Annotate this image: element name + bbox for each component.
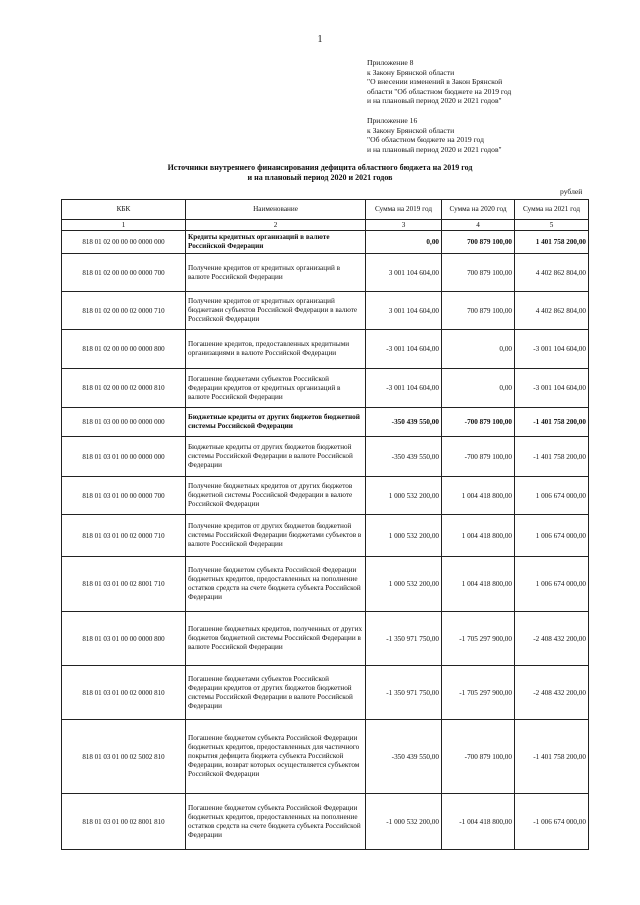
appendix-line: Приложение 16 <box>367 116 418 125</box>
amount-2021-cell: -3 001 104 604,00 <box>515 369 589 408</box>
name-cell: Бюджетные кредиты от других бюджетов бюджетной системы Российской Федерации в валюте Российской Федерации <box>186 437 366 477</box>
kbk-cell: 818 01 02 00 00 02 0000 810 <box>62 369 186 408</box>
title-line-1: Источники внутреннего финансирования дефицита областного бюджета на 2019 год <box>167 163 473 172</box>
amount-2019-cell: 0,00 <box>366 231 442 254</box>
amount-2019-cell: 1 000 532 200,00 <box>366 477 442 515</box>
amount-2020-cell: 700 879 100,00 <box>442 292 515 330</box>
amount-2020-cell: 1 004 418 800,00 <box>442 515 515 557</box>
table-row <box>62 231 589 254</box>
financing-sources-table <box>61 199 589 850</box>
amount-2020-cell: -1 705 297 900,00 <box>442 612 515 666</box>
index-cell: 3 <box>366 220 442 231</box>
name-cell: Получение кредитов от кредитных организаций бюджетами субъектов Российской Федерации в валюте Российской Федерации <box>186 292 366 330</box>
header-2020: Сумма на 2020 год <box>442 200 515 220</box>
amount-2019-cell: -1 000 532 200,00 <box>366 794 442 850</box>
amount-2019-cell: -350 439 550,00 <box>366 720 442 794</box>
appendix-16-header <box>367 116 502 154</box>
amount-2019-cell: 3 001 104 604,00 <box>366 254 442 292</box>
amount-2021-cell: -2 408 432 200,00 <box>515 666 589 720</box>
amount-2021-cell: 1 006 674 000,00 <box>515 477 589 515</box>
amount-2021-cell: -1 006 674 000,00 <box>515 794 589 850</box>
amount-2019-cell: -1 350 971 750,00 <box>366 612 442 666</box>
amount-2019-cell: -350 439 550,00 <box>366 408 442 437</box>
appendix-line: Приложение 8 <box>367 58 414 67</box>
kbk-cell: 818 01 02 00 00 02 0000 710 <box>62 292 186 330</box>
amount-2021-cell: -1 401 758 200,00 <box>515 437 589 477</box>
table-row <box>62 330 589 369</box>
amount-2020-cell: 1 004 418 800,00 <box>442 477 515 515</box>
amount-2019-cell: -3 001 104 604,00 <box>366 369 442 408</box>
name-cell: Погашение бюджетами субъектов Российской Федерации кредитов от других бюджетов бюджетной системы Российской Федерации в валюте Российской Федерации <box>186 666 366 720</box>
appendix-8-header <box>367 58 511 106</box>
amount-2021-cell: -1 401 758 200,00 <box>515 720 589 794</box>
appendix-line: "Об областном бюджете на 2019 год <box>367 135 484 145</box>
appendix-line: к Закону Брянской области <box>367 67 455 77</box>
kbk-cell: 818 01 03 01 00 00 0000 000 <box>62 437 186 477</box>
header-kbk: КБК <box>62 200 186 220</box>
amount-2019-cell: -3 001 104 604,00 <box>366 330 442 369</box>
amount-2020-cell: 700 879 100,00 <box>442 254 515 292</box>
name-cell: Погашение бюджетных кредитов, полученных от других бюджетов бюджетной системы Российской Федерации в валюте Российской Федерации <box>186 612 366 666</box>
name-cell: Получение бюджетных кредитов от других бюджетов бюджетной системы Российской Федерации в валюте Российской Федерации <box>186 477 366 515</box>
amount-2020-cell: 1 004 418 800,00 <box>442 557 515 612</box>
amount-2020-cell: -700 879 100,00 <box>442 408 515 437</box>
table-row <box>62 612 589 666</box>
amount-2020-cell: 0,00 <box>442 369 515 408</box>
kbk-cell: 818 01 03 01 00 02 0000 810 <box>62 666 186 720</box>
index-cell: 5 <box>515 220 589 231</box>
appendix-line: к Закону Брянской области <box>367 125 455 135</box>
kbk-cell: 818 01 03 01 00 00 0000 800 <box>62 612 186 666</box>
appendix-line: "О внесении изменений в Закон Брянской <box>367 77 503 87</box>
table-row <box>62 254 589 292</box>
amount-2021-cell: -1 401 758 200,00 <box>515 408 589 437</box>
appendix-line: и на плановый период 2020 и 2021 годов" <box>367 96 502 106</box>
amount-2020-cell: -1 004 418 800,00 <box>442 794 515 850</box>
kbk-cell: 818 01 03 00 00 00 0000 000 <box>62 408 186 437</box>
kbk-cell: 818 01 03 01 00 02 8001 710 <box>62 557 186 612</box>
header-name: Наименование <box>186 200 366 220</box>
table-row <box>62 477 589 515</box>
header-2021: Сумма на 2021 год <box>515 200 589 220</box>
amount-2019-cell: 3 001 104 604,00 <box>366 292 442 330</box>
name-cell: Кредиты кредитных организаций в валюте Российской Федерации <box>186 231 366 254</box>
column-index-row <box>62 220 589 231</box>
index-cell: 2 <box>186 220 366 231</box>
name-cell: Погашение бюджетом субъекта Российской Федерации бюджетных кредитов, предоставленных на пополнение остатков средств на счете бюджета субъекта Российской Федерации <box>186 794 366 850</box>
kbk-cell: 818 01 03 01 00 02 0000 710 <box>62 515 186 557</box>
amount-2021-cell: -2 408 432 200,00 <box>515 612 589 666</box>
page-number: 1 <box>317 34 323 45</box>
table-row <box>62 794 589 850</box>
appendix-line: области "Об областном бюджете на 2019 год <box>367 86 512 96</box>
currency-unit: рублей <box>560 187 583 196</box>
table-row <box>62 437 589 477</box>
amount-2021-cell: 1 006 674 000,00 <box>515 557 589 612</box>
amount-2020-cell: 700 879 100,00 <box>442 231 515 254</box>
name-cell: Бюджетные кредиты от других бюджетов бюджетной системы Российской Федерации <box>186 408 366 437</box>
name-cell: Погашение бюджетом субъекта Российской Федерации бюджетных кредитов, предоставленных для частичного покрытия дефицита бюджета субъекта Российской Федерации, возврат которых осуществляется субъектом Российской Федерации <box>186 720 366 794</box>
table-row <box>62 292 589 330</box>
amount-2021-cell: 1 401 758 200,00 <box>515 231 589 254</box>
kbk-cell: 818 01 03 01 00 00 0000 700 <box>62 477 186 515</box>
amount-2019-cell: 1 000 532 200,00 <box>366 515 442 557</box>
index-cell: 1 <box>62 220 186 231</box>
amount-2020-cell: -700 879 100,00 <box>442 437 515 477</box>
table-row <box>62 666 589 720</box>
amount-2019-cell: 1 000 532 200,00 <box>366 557 442 612</box>
amount-2021-cell: 4 402 862 804,00 <box>515 254 589 292</box>
amount-2020-cell: 0,00 <box>442 330 515 369</box>
kbk-cell: 818 01 02 00 00 00 0000 700 <box>62 254 186 292</box>
name-cell: Погашение кредитов, предоставленных кредитными организациями в валюте Российской Федерации <box>186 330 366 369</box>
header-2019: Сумма на 2019 год <box>366 200 442 220</box>
name-cell: Получение кредитов от кредитных организаций в валюте Российской Федерации <box>186 254 366 292</box>
kbk-cell: 818 01 02 00 00 00 0000 800 <box>62 330 186 369</box>
kbk-cell: 818 01 03 01 00 02 5002 810 <box>62 720 186 794</box>
name-cell: Получение бюджетом субъекта Российской Федерации бюджетных кредитов, предоставленных на пополнение остатков средств на счете бюджета субъекта Российской Федерации <box>186 557 366 612</box>
name-cell: Получение кредитов от других бюджетов бюджетной системы Российской Федерации бюджетами субъектов в валюте Российской Федерации <box>186 515 366 557</box>
table-row <box>62 557 589 612</box>
kbk-cell: 818 01 02 00 00 00 0000 000 <box>62 231 186 254</box>
amount-2021-cell: 4 402 862 804,00 <box>515 292 589 330</box>
table-row <box>62 720 589 794</box>
document-title <box>0 163 640 183</box>
amount-2019-cell: -350 439 550,00 <box>366 437 442 477</box>
title-line-2: и на плановый период 2020 и 2021 годов <box>247 173 393 182</box>
index-cell: 4 <box>442 220 515 231</box>
table-row <box>62 369 589 408</box>
amount-2021-cell: 1 006 674 000,00 <box>515 515 589 557</box>
amount-2019-cell: -1 350 971 750,00 <box>366 666 442 720</box>
amount-2020-cell: -1 705 297 900,00 <box>442 666 515 720</box>
appendix-line: и на плановый период 2020 и 2021 годов" <box>367 144 502 154</box>
kbk-cell: 818 01 03 01 00 02 8001 810 <box>62 794 186 850</box>
amount-2021-cell: -3 001 104 604,00 <box>515 330 589 369</box>
amount-2020-cell: -700 879 100,00 <box>442 720 515 794</box>
table-row <box>62 515 589 557</box>
table-row <box>62 408 589 437</box>
name-cell: Погашение бюджетами субъектов Российской Федерации кредитов от кредитных организаций в валюте Российской Федерации <box>186 369 366 408</box>
